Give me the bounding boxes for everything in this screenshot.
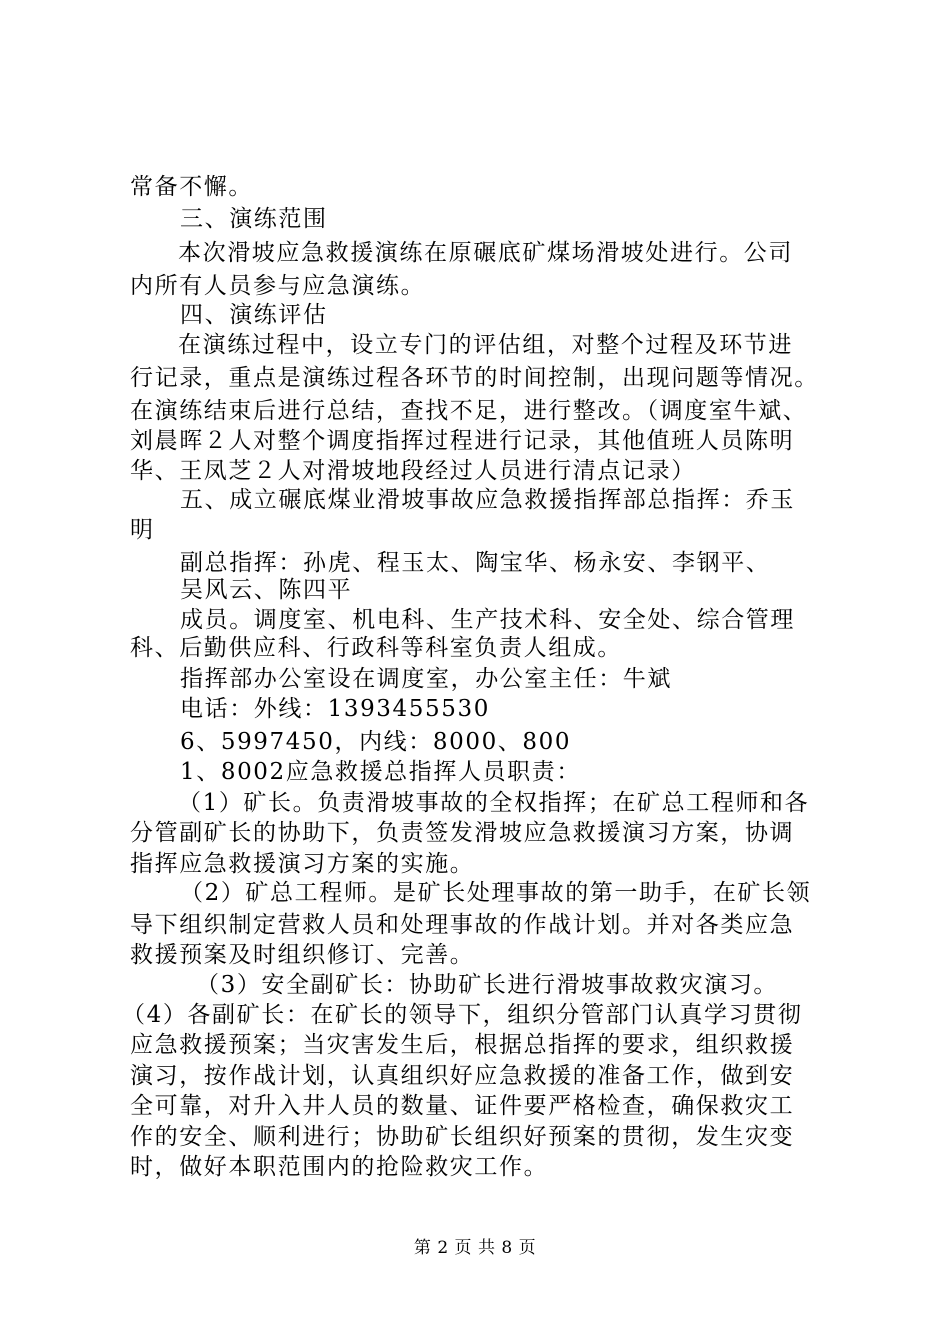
text-line: 科、后勤供应科、行政科等科室负责人组成。 [130,635,622,661]
text-line: 6、5997450，内线：8000、800 [180,729,572,755]
section-heading: 三、演练范围 [180,206,328,232]
text-line: 演习，按作战计划，认真组织好应急救援的准备工作，做到安 [130,1063,795,1089]
text-line: 作的安全、顺利进行；协助矿长组织好预案的贯彻，发生灾变 [130,1124,795,1150]
text-line: 副总指挥：孙虎、程玉太、陶宝华、杨永安、李钢平、 [180,550,771,576]
text-line: 救援预案及时组织修订、完善。 [130,942,475,968]
text-line: （2）矿总工程师。是矿长处理事故的第一助手，在矿长领 [180,880,812,906]
text-line: 分管副矿长的协助下，负责签发滑坡应急救援演习方案，协调 [130,820,795,846]
text-line: 本次滑坡应急救援演练在原碾底矿煤场滑坡处进行。公司 [178,240,793,266]
text-line: 导下组织制定营救人员和处理事故的作战计划。并对各类应急 [130,912,795,938]
text-line: 在演练过程中，设立专门的评估组，对整个过程及环节进 [178,332,793,358]
text-line: （3）安全副矿长：协助矿长进行滑坡事故救灾演习。 [196,972,779,998]
text-line: （1）矿长。负责滑坡事故的全权指挥；在矿总工程师和各 [178,790,810,816]
text-line: 1、8002应急救援总指挥人员职责： [180,759,581,785]
text-line: 明 [130,517,155,543]
text-line: 应急救援预案；当灾害发生后，根据总指挥的要求，组织救援 [130,1032,795,1058]
text-line: 成员。调度室、机电科、生产技术科、安全处、综合管理 [180,607,795,633]
text-line: 华、王凤芝２人对滑坡地段经过人员进行清点记录） [130,458,696,484]
text-line: 内所有人员参与应急演练。 [130,273,426,299]
text-line: 全可靠，对升入井人员的数量、证件要严格检查，确保救灾工 [130,1093,795,1119]
text-line: 指挥应急救援演习方案的实施。 [130,851,475,877]
page-number-footer: 第 2 页 共 8 页 [413,1238,537,1258]
section-heading: 五、成立碾底煤业滑坡事故应急救援指挥部总指挥：乔玉 [180,487,795,513]
text-line: 指挥部办公室设在调度室，办公室主任：牛斌 [180,666,672,692]
text-line: 常备不懈。 [130,174,253,200]
text-line: 刘晨晖２人对整个调度指挥过程进行记录，其他值班人员陈明 [130,428,795,454]
text-line: 在演练结束后进行总结，查找不足，进行整改。（调度室牛斌、 [130,398,808,424]
text-line: 电话：外线：1393455530 [180,696,490,722]
section-heading: 四、演练评估 [180,302,328,328]
text-line: （4）各副矿长：在矿长的领导下，组织分管部门认真学习贯彻 [122,1002,803,1028]
text-line: 时，做好本职范围内的抢险救灾工作。 [130,1154,549,1180]
text-line: 行记录，重点是演练过程各环节的时间控制，出现问题等情况。 [130,365,819,391]
text-line: 吴风云、陈四平 [180,577,353,603]
